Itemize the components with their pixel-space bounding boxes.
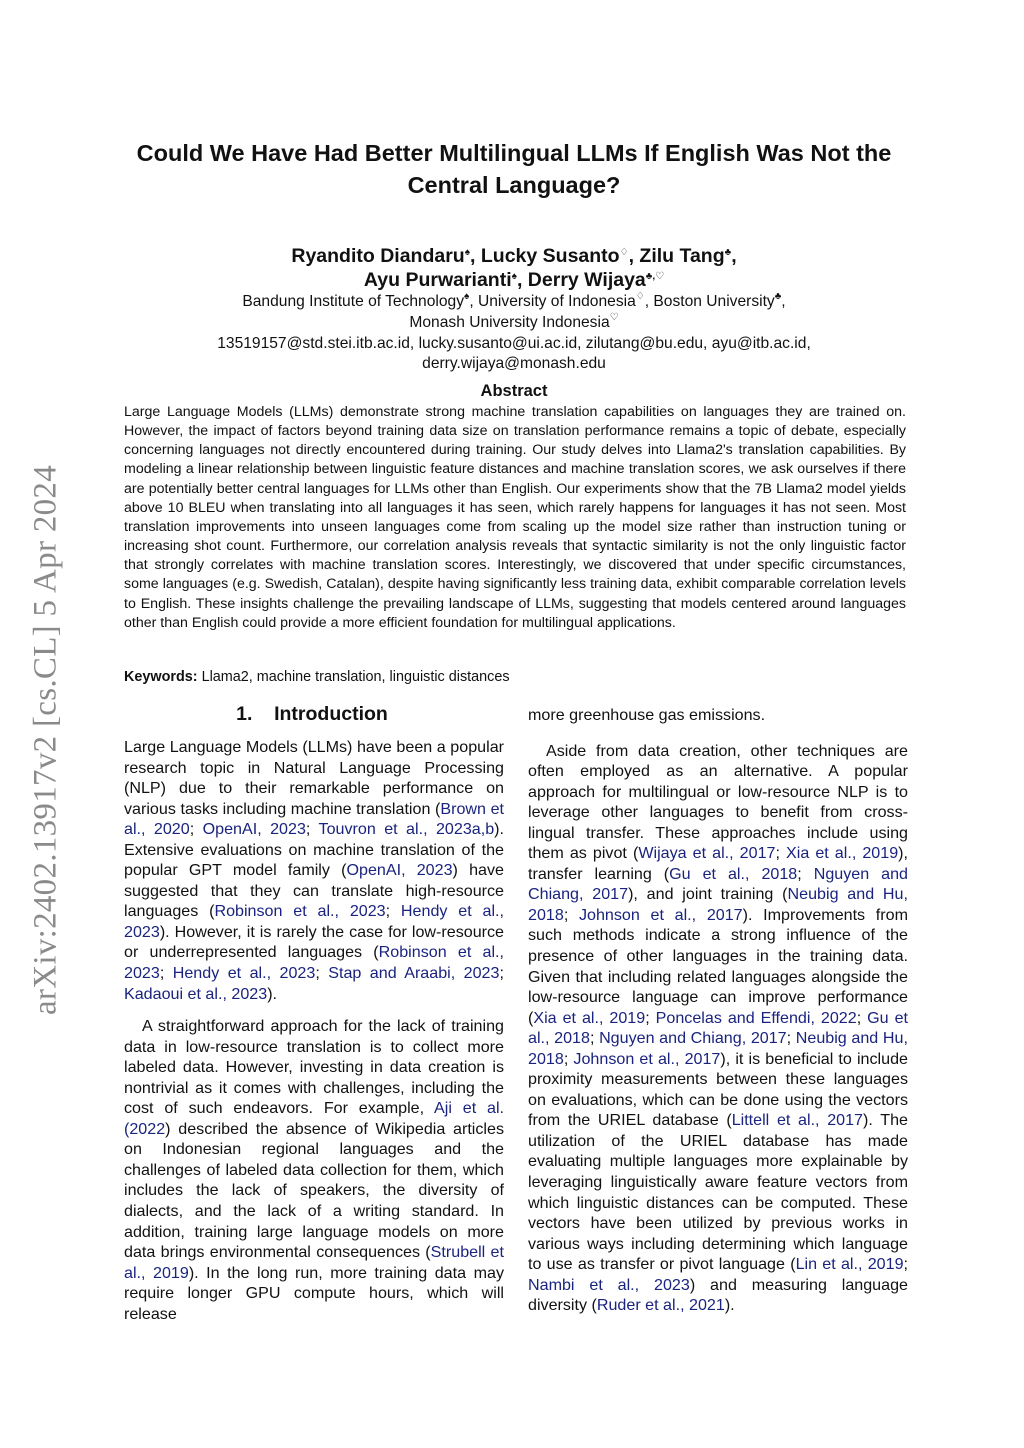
citation-link[interactable]: Strubell et al., 2019 xyxy=(124,1243,504,1282)
affiliation-mark: ♣ xyxy=(724,247,732,258)
institution: Boston University xyxy=(653,293,775,310)
institution: Monash University Indonesia xyxy=(409,314,610,331)
abstract-text: Large Language Models (LLMs) demonstrate strong machine translation capabilities on languages they are trained on. However, the impact of factors beyond training data size on translation performance remains a topic of debate, especially concerning languages not directly encountered during training. Our study delves into Llama2's translation capabilities. By modeling a linear relationship between linguistic feature distances and machine translation scores, we ask ourselves if there are potentially better central languages for LLMs other than English. Our experiments show that the 7B Llama2 model yields above 10 BLEU when translating into all languages it has seen, which rarely happens for languages it has not seen. Most translation improvements into unseen languages come from scaling up the model size rather than instruction tuning or increasing shot count. Furthermore, our correlation analysis reveals that syntactic similarity is not the only linguistic factor that strongly correlates with machine translation scores. Interestingly, we discovered that under specific circumstances, some languages (e.g. Swedish, Catalan), despite having significantly less training data, exhibit comparable correlation levels to English. These insights challenge the prevailing landscape of LLMs, suggesting that models centered around languages other than English could provide a more efficient foundation for multilingual applications. xyxy=(124,404,906,631)
author-name: Ayu Purwarianti xyxy=(363,269,512,291)
affiliation-mark: ♠ xyxy=(464,247,471,258)
citation-link[interactable]: Hendy et al., 2023 xyxy=(172,964,316,983)
citation-link[interactable]: Lin et al., 2019 xyxy=(795,1255,904,1274)
keywords-label: Keywords: xyxy=(124,669,198,685)
author-name: Lucky Susanto xyxy=(480,245,620,267)
title-line-2: Central Language? xyxy=(407,172,621,198)
affiliation-mark: ♣,♡ xyxy=(645,271,665,282)
author-list-line-2: Ayu Purwarianti♠, Derry Wijaya♣,♡ xyxy=(363,269,665,291)
title-line-1: Could We Have Had Better Multilingual LLMs If English Was Not the xyxy=(136,140,892,166)
citation-link[interactable]: Nambi et al., 2023 xyxy=(528,1275,690,1294)
author-name: Ryandito Diandaru xyxy=(291,245,465,267)
citation-link[interactable]: Hendy et al., 2023 xyxy=(124,902,504,941)
citation-link[interactable]: Kadaoui et al., 2023 xyxy=(124,984,268,1003)
citation-link[interactable]: Poncelas and Effendi, 2022 xyxy=(655,1008,857,1027)
abstract-heading: Abstract xyxy=(480,382,548,400)
citation-link[interactable]: OpenAI, 2023 xyxy=(202,820,306,839)
citation-link[interactable]: OpenAI, 2023 xyxy=(346,861,453,880)
paper-title xyxy=(110,137,918,201)
citation-link[interactable]: Robinson et al., 2023 xyxy=(124,943,504,983)
left-column xyxy=(124,737,504,1324)
intro-paragraph-1: Large Language Models (LLMs) have been a popular research topic in Natural Language Processing (NLP) due to their remarkable performance on various tasks including machine translation (Brown et al., 2020; OpenAI, 2023; Touvron et al., 2023a,b). Extensive evaluations on machine translation of the popular GPT model family (OpenAI, 2023) have suggested that they can translate high-resource languages (Robinson et al., 2023; Hendy et al., 2023). However, it is rarely the case for low-resource or underrepresented languages (Robinson et al., 2023; Hendy et al., 2023; Stap and Araabi, 2023; Kadaoui et al., 2023). xyxy=(124,738,504,1003)
author-list-line-1: Ryandito Diandaru♠, Lucky Susanto♢, Zilu Tang♣, xyxy=(291,245,737,267)
affiliation-line-1: Bandung Institute of Technology♠, University of Indonesia♢, Boston University♣, xyxy=(242,291,786,310)
citation-link[interactable]: Gu et al., 2018 xyxy=(528,1008,908,1048)
right-column xyxy=(528,705,908,1316)
citation-link[interactable]: Wijaya et al., 2017 xyxy=(638,844,776,863)
citation-link[interactable]: Brown et al., 2020 xyxy=(124,799,504,839)
citation-link[interactable]: Gu et al., 2018 xyxy=(669,864,798,883)
affiliation-mark: ♢ xyxy=(619,247,629,258)
citation-link[interactable]: Stap and Araabi, 2023 xyxy=(328,964,500,983)
intro-paragraph-2: A straightforward approach for the lack of training data in low-resource translation is to collect more labeled data. However, investing in data creation is nontrivial as it comes with challenges, including the cost of such endeavors. For example, Aji et al. (2022) described the absence of Wikipedia articles on Indonesian regional languages and the challenges of labeled data collection for them, which includes the lack of speakers, the diversity of dialects, and the lack of a writing standard. In addition, training large language models on more data brings environmental consequences (Strubell et al., 2019). In the long run, more training data may require longer GPU compute hours, which will release xyxy=(124,1017,504,1323)
citation-link[interactable]: Johnson et al., 2017 xyxy=(573,1049,721,1068)
citation-link[interactable]: Xia et al., 2019 xyxy=(786,844,899,863)
email-line-2: derry.wijaya@monash.edu xyxy=(422,355,606,372)
institution: University of Indonesia xyxy=(478,293,636,310)
keywords-text: Llama2, machine translation, linguistic distances xyxy=(197,669,510,685)
institution: Bandung Institute of Technology xyxy=(242,293,465,310)
affiliation-mark: ♠ xyxy=(511,271,517,282)
author-name: Derry Wijaya xyxy=(527,269,646,291)
intro-paragraph-3: Aside from data creation, other techniques are often employed as an alternative. A popular approach for multilingual or low-resource NLP is to leverage other languages to benefit from cross-lingual transfer. These approaches include using them as pivot (Wijaya et al., 2017; Xia et al., 2019), transfer learning (Gu et al., 2018; Nguyen and Chiang, 2017), and joint training (Neubig and Hu, 2018; Johnson et al., 2017). Improvements from such methods indicate a strong influence of the presence of other languages in the training data. Given that including related languages alongside the low-resource language can improve performance (Xia et al., 2019; Poncelas and Effendi, 2022; Gu et al., 2018; Nguyen and Chiang, 2017; Neubig and Hu, 2018; Johnson et al., 2017), it is beneficial to include proximity measurements between these languages on evaluations, which can be done using the vectors from the URIEL database (Littell et al., 2017). The utilization of the URIEL database has made evaluating multiple languages more explainable by leveraging linguistically aware feature vectors from which linguistic distances can be computed. These vectors have been utilized by previous works in various ways including determining which language to use as transfer or pivot language (Lin et al., 2019; Nambi et al., 2023) and measuring language diversity (Ruder et al., 2021). xyxy=(528,741,909,1315)
citation-link[interactable]: Aji et al. (2022 xyxy=(124,1099,504,1138)
citation-link[interactable]: Nguyen and Chiang, 2017 xyxy=(599,1029,787,1048)
citation-link[interactable]: Littell et al., 2017 xyxy=(731,1111,864,1130)
citation-link[interactable]: Neubig and Hu, 2018 xyxy=(528,885,908,924)
intro-paragraph-2-continued: more greenhouse gas emissions. xyxy=(528,706,766,724)
arxiv-identifier: arXiv:2402.13917v2 [cs.CL] 5 Apr 2024 xyxy=(27,464,64,1016)
keywords xyxy=(124,668,906,687)
email-line-1: 13519157@std.stei.itb.ac.id, lucky.susanto@ui.ac.id, zilutang@bu.edu, ayu@itb.ac.id, xyxy=(217,335,811,352)
citation-link[interactable]: Nguyen and Chiang, 2017 xyxy=(528,864,908,904)
citation-link[interactable]: Ruder et al., 2021 xyxy=(596,1296,725,1315)
citation-link[interactable]: Johnson et al., 2017 xyxy=(578,905,743,924)
affiliation-line-2: Monash University Indonesia♡ xyxy=(409,312,619,331)
section-heading: 1. Introduction xyxy=(236,703,388,725)
citation-link[interactable]: Touvron et al., 2023a,b xyxy=(318,820,495,839)
citation-link[interactable]: Neubig and Hu, 2018 xyxy=(528,1029,908,1068)
citation-link[interactable]: Robinson et al., 2023 xyxy=(214,902,386,921)
author-name: Zilu Tang xyxy=(639,245,725,267)
citation-link[interactable]: Xia et al., 2019 xyxy=(533,1008,646,1027)
